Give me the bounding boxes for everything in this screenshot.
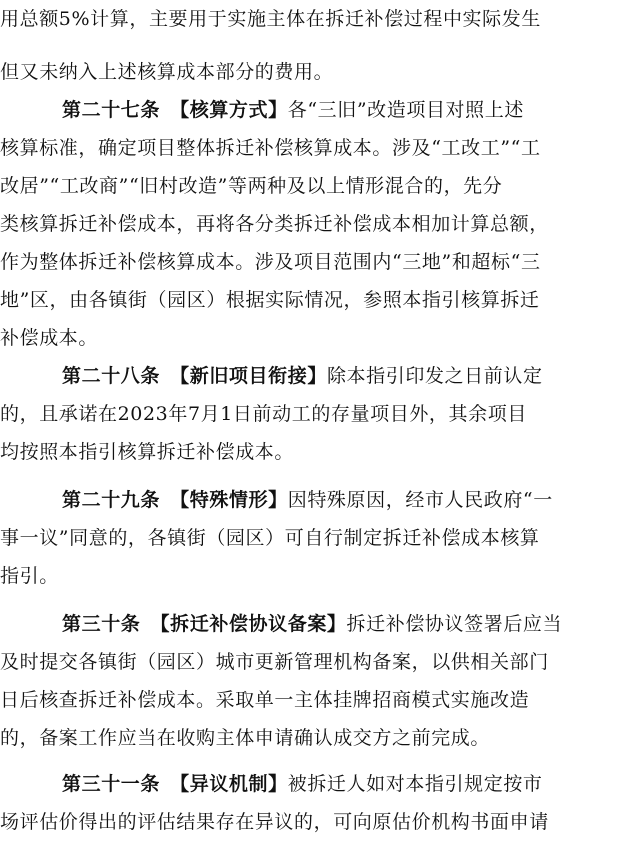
article-title: 第二十七条: [62, 99, 161, 121]
article-heading: 【异议机制】: [179, 773, 288, 795]
article-text: 除本指引印发之日前认定: [326, 365, 543, 387]
paragraph-line: 地”区，由各镇街（园区）根据实际情况，参照本指引核算拆迁: [0, 289, 540, 311]
article-title: 第二十九条: [62, 489, 161, 511]
paragraph-line: 事一议”同意的，各镇街（园区）可自行制定拆迁补偿成本核算: [0, 527, 540, 549]
article-text: 各“三旧”改造项目对照上述: [287, 99, 524, 121]
article-title: 第三十一条: [62, 773, 161, 795]
article-heading: 【特殊情形】: [179, 489, 288, 511]
paragraph-line: 及时提交各镇街（园区）城市更新管理机构备案，以供相关部门: [0, 651, 549, 673]
article-text: 因特殊原因，经市人民政府“一: [287, 489, 553, 511]
article-heading: 【核算方式】: [179, 99, 288, 121]
article-30-first-line: [62, 605, 632, 643]
article-title: 第三十条: [62, 613, 141, 635]
paragraph-line: 的，且承诺在2023年7月1日前动工的存量项目外，其余项目: [0, 403, 527, 425]
article-heading: 【拆迁补偿协议备案】: [160, 613, 347, 635]
article-title: 第二十八条: [62, 365, 161, 387]
paragraph-line: 但又未纳入上述核算成本部分的费用。: [0, 61, 334, 83]
paragraph-line: 的，备案工作应当在收购主体申请确认成交方之前完成。: [0, 727, 491, 749]
article-heading: 【新旧项目衔接】: [179, 365, 327, 387]
article-27-first-line: [62, 91, 632, 129]
paragraph-line: 场评估价得出的评估结果存在异议的，可向原估价机构书面申请: [0, 811, 549, 833]
article-29-first-line: [62, 481, 632, 519]
article-text: 被拆迁人如对本指引规定按市: [287, 773, 543, 795]
article-28-first-line: [62, 357, 632, 395]
paragraph-line: 日后核查拆迁补偿成本。采取单一主体挂牌招商模式实施改造: [0, 689, 530, 711]
paragraph-line: 用总额5%计算，主要用于实施主体在拆迁补偿过程中实际发生: [0, 8, 541, 30]
article-31-first-line: [62, 765, 632, 803]
paragraph-line: 核算标准，确定项目整体拆迁补偿核算成本。涉及“工改工”“工: [0, 137, 541, 159]
paragraph-line: 类核算拆迁补偿成本，再将各分类拆迁补偿成本相加计算总额，: [0, 213, 549, 235]
paragraph-line: 作为整体拆迁补偿核算成本。涉及项目范围内“三地”和超标“三: [0, 251, 541, 273]
paragraph-line: 均按照本指引核算拆迁补偿成本。: [0, 441, 295, 463]
paragraph-line: 指引。: [0, 565, 59, 587]
paragraph-line: 改居”“工改商”“旧村改造”等两种及以上情形混合的，先分: [0, 175, 503, 197]
paragraph-line: 补偿成本。: [0, 327, 99, 349]
article-text: 拆迁补偿协议签署后应当: [346, 613, 563, 635]
